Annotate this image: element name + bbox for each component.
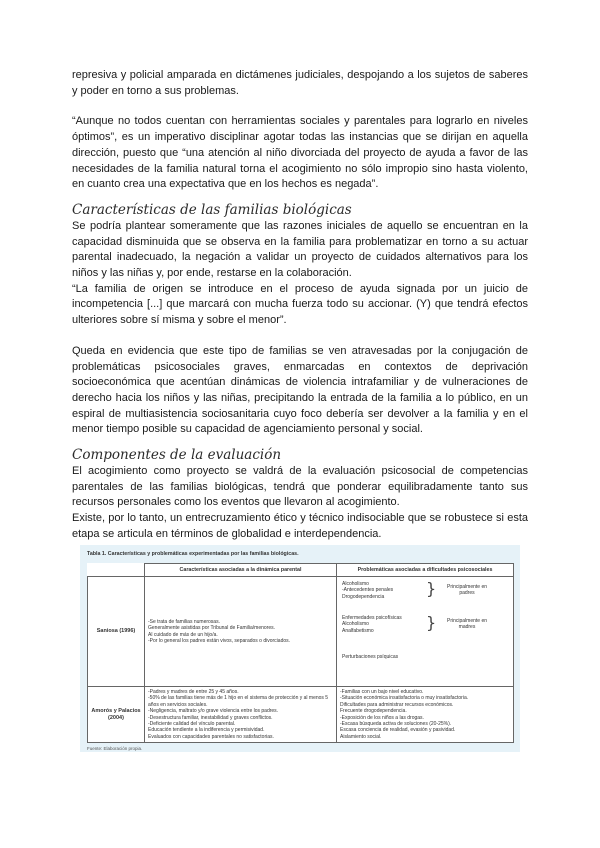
cell-line: -Se trata de familias numerosas. bbox=[148, 618, 220, 625]
cell-line: -50% de las familias tiene más de 1 hijo en el sistema de protección y al menos 5 años en servicios sociales. bbox=[148, 695, 329, 708]
column-header: Características asociadas a la dinámica parental bbox=[145, 564, 337, 577]
brace-icon: } bbox=[426, 579, 437, 598]
cell-line: Enfermedades psicofísicas bbox=[342, 615, 402, 621]
cell-line: -Padres y madres de entre 25 y 45 años. bbox=[148, 689, 239, 695]
paragraph: Existe, por lo tanto, un entrecruzamiento ético y técnico indisociable que se robustece si esta etapa se articula en términos de globalidad e interdependencia. bbox=[72, 512, 528, 540]
cell-line: -Escasa búsqueda activa de soluciones (20-25%). bbox=[340, 721, 452, 728]
cell-line: -Exposición de los niños a las drogas. bbox=[340, 714, 424, 721]
table-cell bbox=[145, 687, 337, 743]
row-author: Amorós y Palacios (2004) bbox=[88, 687, 145, 743]
quote-paragraph: “La familia de origen se introduce en el proceso de ayuda signada por un juicio de incompetencia [...] que marcará con mucha fuerza todo su accionar. (Y) que tendrá efectos ulteriores sobre sí misma y sobre el menor”. bbox=[72, 282, 528, 327]
cell-line: Analfabetismo bbox=[342, 627, 374, 634]
data-table bbox=[87, 563, 514, 743]
cell-line: Drogodependencia bbox=[342, 593, 385, 600]
cell-line: -Familias con un bajo nivel educativo. bbox=[340, 689, 424, 695]
column-header: Problemáticas asociadas a dificultades psicosociales bbox=[337, 564, 514, 577]
cell-line: Perturbaciones psíquicas bbox=[342, 654, 399, 660]
cell-line: -Antecedentes penales bbox=[342, 587, 394, 594]
paragraph: represiva y policial amparada en dictámenes judiciales, despojando a los sujetos de saberes y poder en torno a sus problemas. bbox=[72, 69, 528, 97]
table-corner bbox=[88, 564, 145, 577]
cell-line: Alcoholismo bbox=[342, 581, 369, 587]
cell-line: Alcoholismo bbox=[342, 621, 369, 628]
quote-paragraph: “Aunque no todos cuentan con herramientas sociales y parentales para lograrlo en niveles óptimos”, es un imperativo disciplinar agotar todas las instancias que se dirijan en aquella dirección, puesto que “una atención al niño divorciada del proyecto de ayuda a favor de las necesidades de la familia natural torna el acogimiento no sólo impropio sino hasta violento, en cuanto crea una expectativa que en los hechos es negada”. bbox=[72, 115, 528, 191]
table-figure bbox=[80, 545, 520, 752]
section-heading: Características de las familias biológicas bbox=[72, 201, 352, 218]
cell-line: Escasa conciencia de realidad, evasión y pasividad. bbox=[340, 727, 456, 734]
cell-line: -Negligencia, maltrato y/o grave violencia entre los padres. bbox=[148, 708, 279, 715]
document-body bbox=[72, 68, 528, 543]
table-cell bbox=[337, 577, 514, 687]
cell-line: Aislamiento social. bbox=[340, 733, 382, 740]
table-caption: Tabla 1. Características y problemáticas experimentadas por las familias biológicas. bbox=[87, 551, 299, 557]
row-author: Saniosa (1996) bbox=[88, 577, 145, 687]
cell-line: Evaluados con capacidades parentales no satisfactorias. bbox=[148, 733, 274, 740]
paragraph: Se podría plantear someramente que las razones iniciales de aquello se encuentran en la capacidad disminuida que se observa en la familia para problematizar en torno a su actuar parental inadecuado, la negación a validar un proyecto de cuidados alternativos para los niños y las niñas y, por ende, restarse en la colaboración. bbox=[72, 219, 528, 280]
cell-line: Frecuente drogodependencia. bbox=[340, 708, 407, 715]
table-source: Fuente: Elaboración propia. bbox=[87, 746, 143, 752]
cell-line: -Desestructura familiar, inestabilidad y graves conflictos. bbox=[148, 714, 273, 721]
cell-line: Dificultades para administrar recursos económicos. bbox=[340, 701, 454, 708]
paragraph: El acogimiento como proyecto se valdrá de la evaluación psicosocial de competencias parentales de las familias biológicas, tendrá que ponderar equilibradamente tanto sus recursos personales como los eventos que llevaron al acogimiento. bbox=[72, 465, 528, 509]
cell-line: Educación tendiente a la indiferencia y permisividad. bbox=[148, 727, 265, 734]
table-cell bbox=[145, 577, 337, 687]
section-heading: Componentes de la evaluación bbox=[72, 447, 282, 464]
cell-line: -Situación económica insatisfactoria o muy insatisfactoria. bbox=[340, 695, 469, 702]
brace-label: Principalmente en padres bbox=[446, 584, 488, 597]
cell-line: -Deficiente calidad del vínculo parental. bbox=[148, 721, 236, 728]
cell-line: Generalmente asistidas por Tribunal de Familia/menores. bbox=[148, 625, 276, 632]
brace-icon: } bbox=[426, 613, 437, 632]
brace-label: Principalmente en madres bbox=[446, 618, 488, 631]
cell-line: Al cuidado de más de un hijo/a. bbox=[148, 631, 218, 638]
table-cell bbox=[337, 687, 514, 743]
paragraph: Queda en evidencia que este tipo de familias se ven atravesadas por la conjugación de problemáticas psicosociales graves, enmarcadas en contextos de deprivación socioeconómica que acentúan dinámicas de violencia intrafamiliar y de vulneraciones de derecho hacia los niños y las niñas, precipitando la entrada de la familia a lo público, en un espiral de multiasistencia sociosanitaria cuyo foco debería ser devolver a la familia y en el menor tiempo posible su capacidad de agenciamiento personal y social. bbox=[72, 344, 528, 436]
cell-line: -Por lo general los padres están vivos, separados o divorciados. bbox=[148, 637, 291, 644]
